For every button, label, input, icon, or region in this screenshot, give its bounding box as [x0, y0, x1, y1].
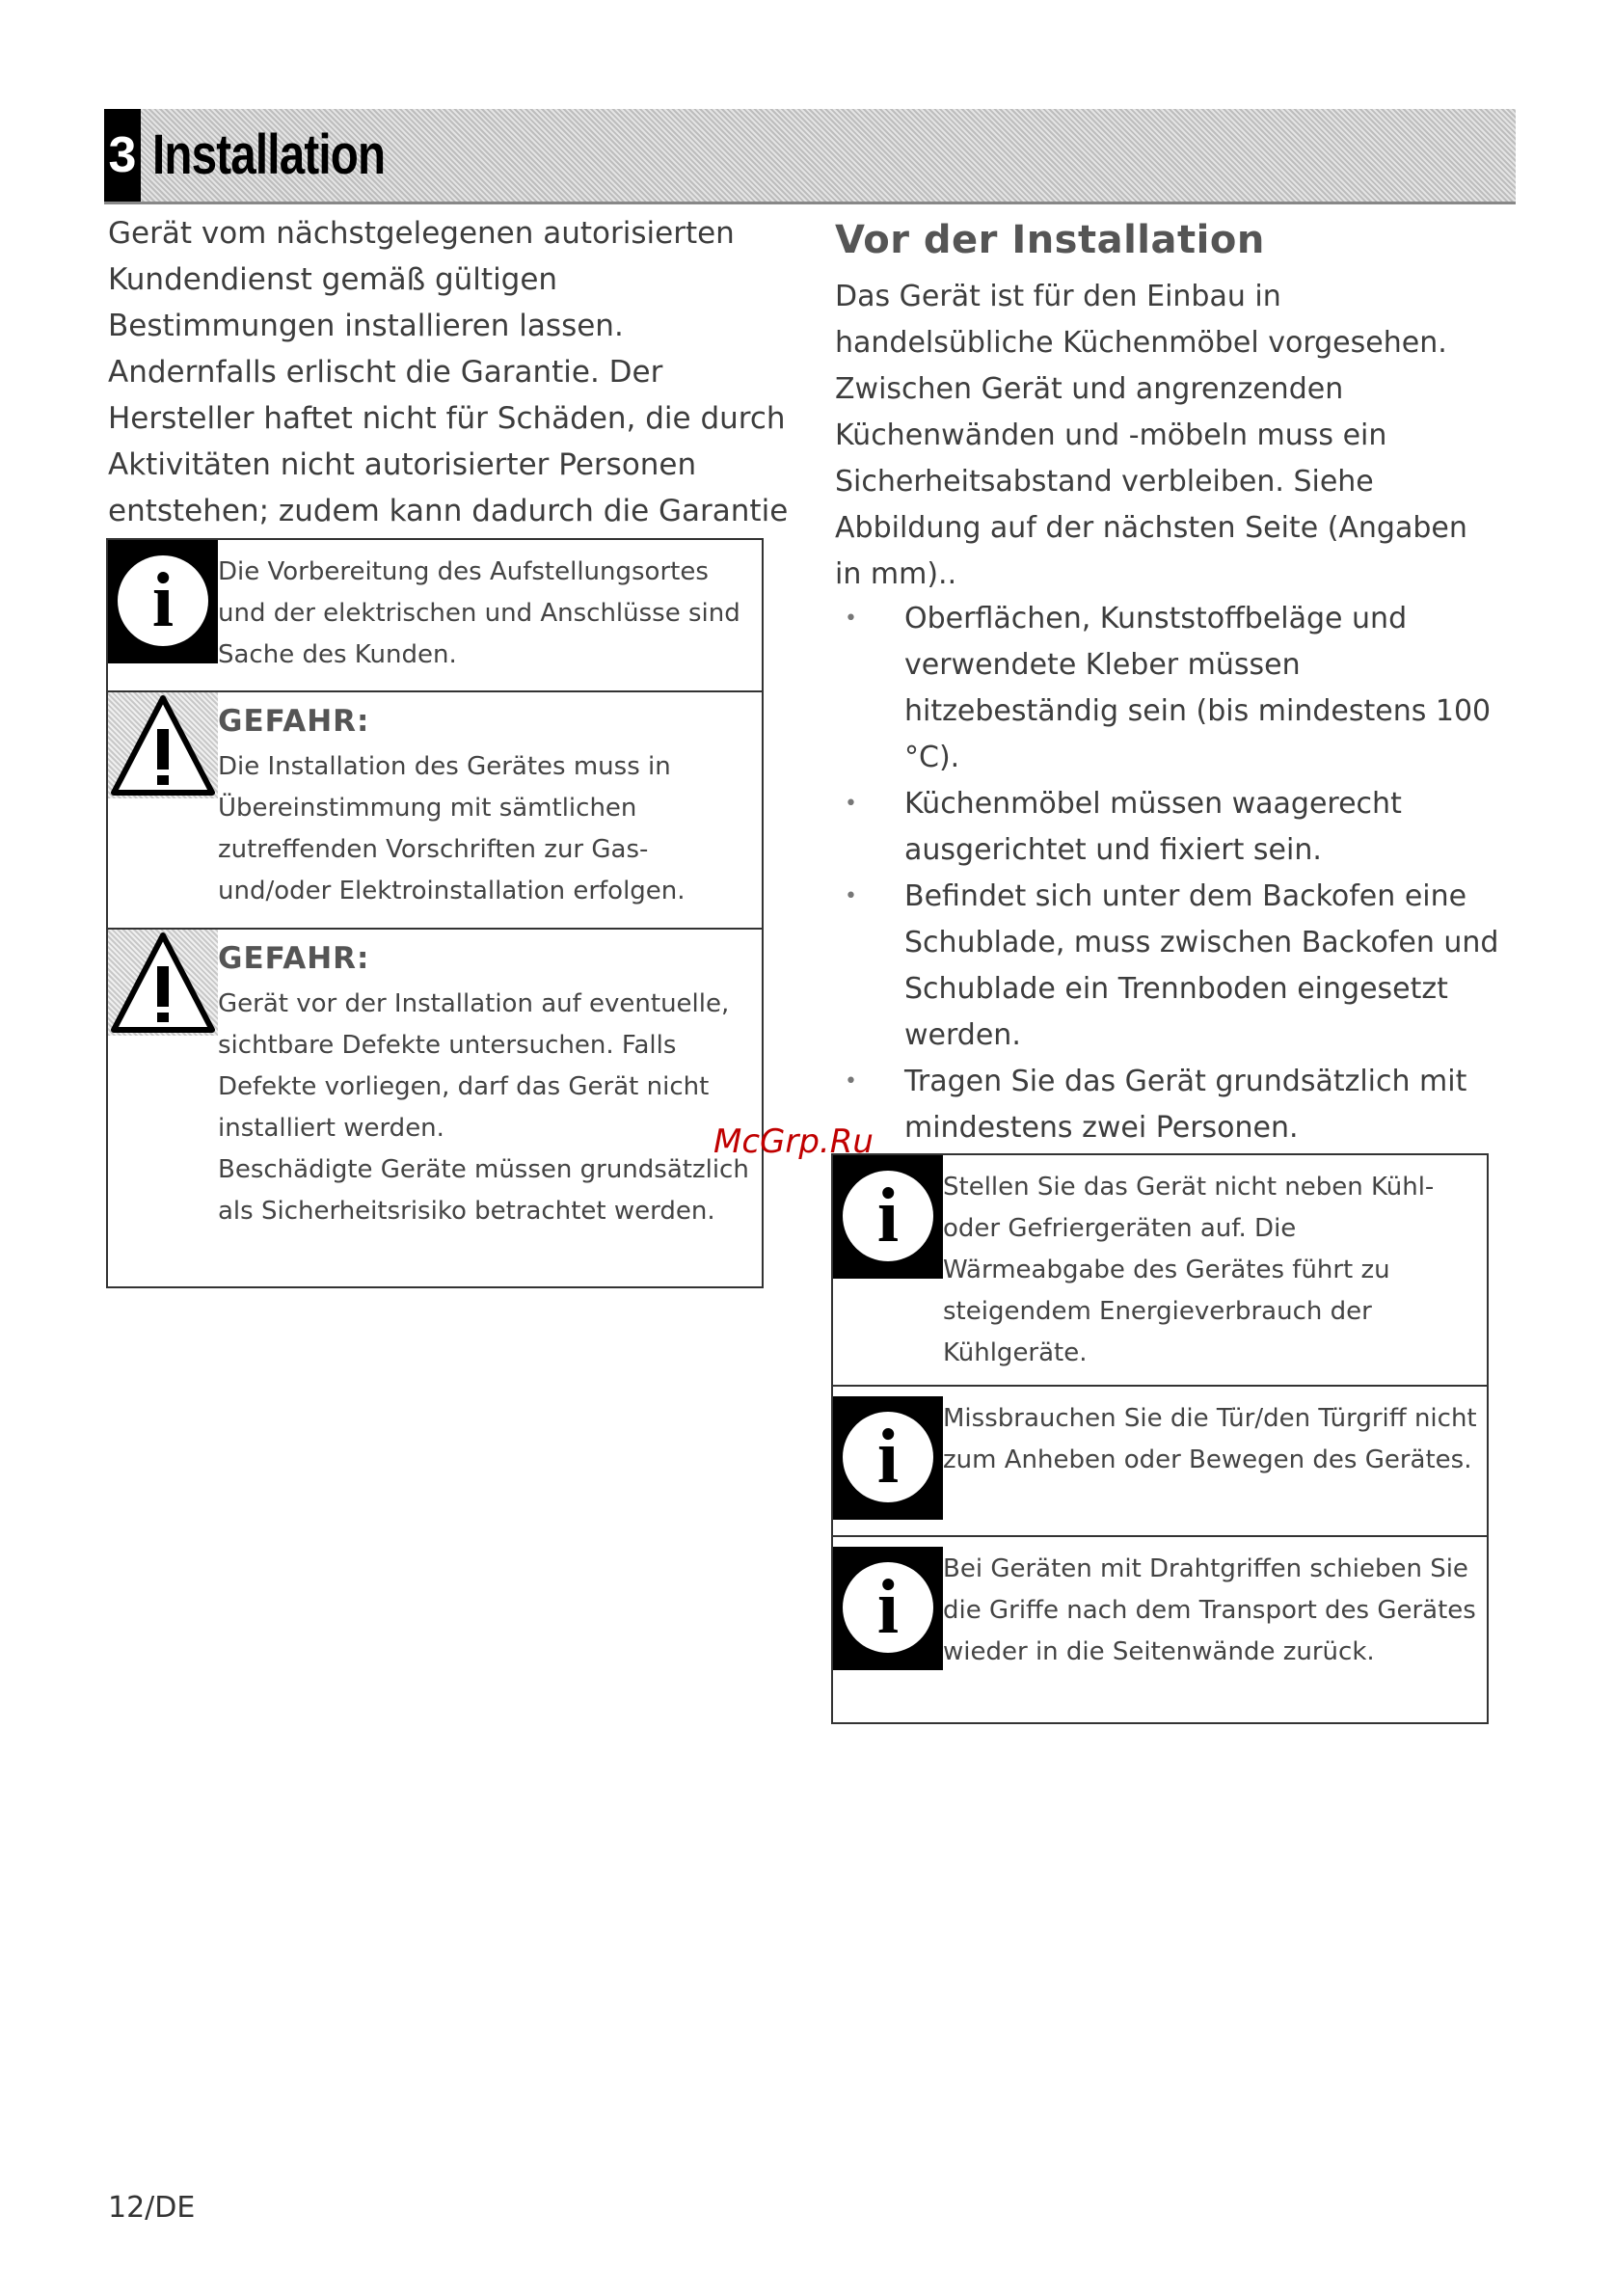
bullet-icon: • [845, 1069, 857, 1094]
info-icon: i [833, 1155, 943, 1279]
info-icon: i [833, 1396, 943, 1520]
note-info [833, 1155, 1487, 1385]
info-icon: i [833, 1547, 943, 1670]
note-text: Gerät vor der Installation auf eventuelle, sichtbare Defekte untersuchen. Falls Defekte vorliegen, darf das Gerät nicht installiert werden. [218, 989, 730, 1143]
note-text: Die Installation des Gerätes muss in Übereinstimmung mit sämtlichen zutreffenden Vorschriften zur Gas- und/oder Elektroinstallation erfolgen. [218, 752, 686, 905]
watermark: McGrp.Ru [713, 1122, 874, 1161]
note-warning [108, 928, 762, 1288]
bullet-icon: • [845, 792, 857, 816]
list-item: • Befindet sich unter dem Backofen eine Schublade, muss zwischen Backofen und Schublade ein Trennboden eingesetzt werden. [835, 874, 1510, 1059]
list-item: • Tragen Sie das Gerät grundsätzlich mit mindestens zwei Personen. [835, 1059, 1510, 1151]
intro-paragraph: Gerät vom nächstgelegenen autorisierten Kundendienst gemäß gültigen Bestimmungen installieren lassen. Andernfalls erlischt die Garantie. Der Hersteller haftet nicht für Schäden, die durch Aktivitäten nicht autorisierter Personen entstehen; zudem kann dadurch die Garantie [108, 216, 789, 528]
note-text-secondary: Beschädigte Geräte müssen grundsätzlich als Sicherheitsrisiko betrachtet werden. [218, 1155, 749, 1226]
right-intro-paragraph: Das Gerät ist für den Einbau in handelsübliche Küchenmöbel vorgesehen. Zwischen Gerät und angrenzenden Küchenwänden und -möbeln muss ein Sicherheitsabstand verbleiben. Siehe Abbildung auf der nächsten Seite (Angaben in mm).. [835, 280, 1467, 591]
bullet-icon: • [845, 607, 857, 631]
note-info [833, 1535, 1487, 1724]
right-notes-box [831, 1153, 1489, 1724]
note-info [108, 540, 762, 690]
warning-title: GEFAHR: [218, 704, 370, 739]
list-item: • Oberflächen, Kunststoffbeläge und verwendete Kleber müssen hitzebeständig sein (bis mindestens 100 °C). [835, 596, 1510, 781]
note-text: Bei Geräten mit Drahtgriffen schieben Sie die Griffe nach dem Transport des Gerätes wieder in die Seitenwände zurück. [943, 1554, 1476, 1666]
subsection-heading: Vor der Installation [835, 218, 1265, 262]
section-header [104, 109, 1516, 204]
warning-title: GEFAHR: [218, 941, 370, 976]
list-item: • Küchenmöbel müssen waagerecht ausgerichtet und fixiert sein. [835, 781, 1510, 874]
note-warning [108, 690, 762, 930]
page-number: 12/DE [108, 2191, 196, 2225]
section-number: 3 [104, 109, 141, 202]
warning-triangle-icon [108, 692, 218, 798]
requirements-list [835, 596, 1510, 1151]
left-notes-box [106, 538, 764, 1288]
bullet-icon: • [845, 884, 857, 908]
page-title: Installation [152, 123, 386, 186]
info-icon: i [108, 540, 218, 663]
note-text: Die Vorbereitung des Aufstellungsortes und der elektrischen und Anschlüsse sind Sache des Kunden. [218, 557, 740, 669]
note-info [833, 1385, 1487, 1537]
note-text: Stellen Sie das Gerät nicht neben Kühl- oder Gefriergeräten auf. Die Wärmeabgabe des Gerätes führt zu steigendem Energieverbrauch der Kühlgeräte. [943, 1173, 1435, 1367]
warning-triangle-icon [108, 930, 218, 1036]
note-text: Missbrauchen Sie die Tür/den Türgriff nicht zum Anheben oder Bewegen des Gerätes. [943, 1404, 1477, 1474]
